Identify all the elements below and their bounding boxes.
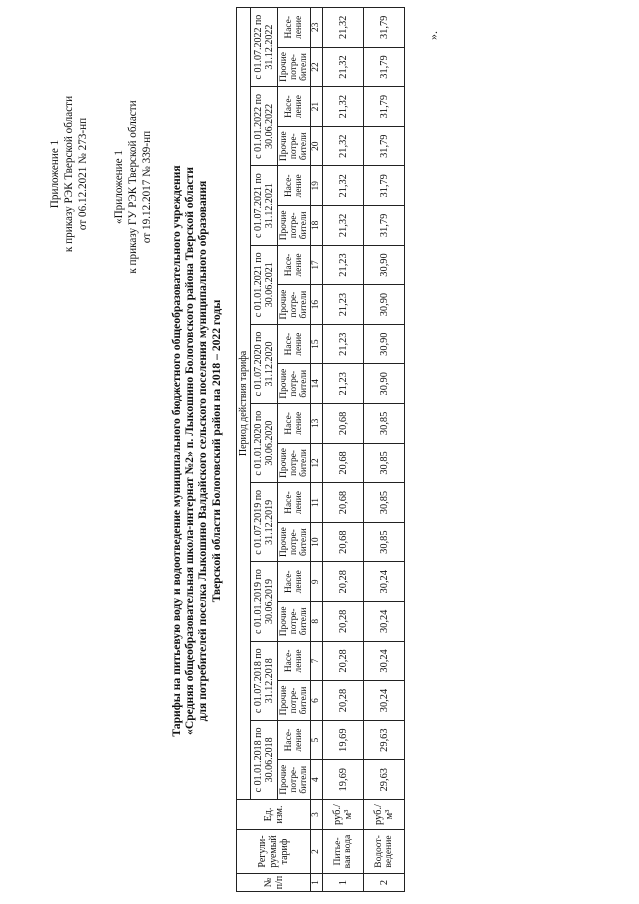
tariff-value-cell: 31,79 [364, 166, 405, 206]
period-cell: с 01.07.2019 по 31.12.2019 [251, 483, 278, 562]
tariff-value-cell: 30,85 [364, 443, 405, 483]
tariff-value-cell: 21,32 [323, 7, 364, 47]
period-cell: с 01.07.2020 по 31.12.2020 [251, 324, 278, 403]
tariff-value-cell: 30,85 [364, 404, 405, 444]
table-row [323, 7, 364, 891]
row-unit-cell: руб./м³ [323, 800, 364, 830]
column-number-cell: 16 [311, 285, 323, 325]
tariff-value-cell: 20,68 [323, 522, 364, 562]
tariff-value-cell: 21,32 [323, 47, 364, 87]
period-cell: с 01.01.2022 по 30.06.2022 [251, 87, 278, 166]
tariff-value-cell: 31,79 [364, 7, 405, 47]
column-number-cell: 5 [311, 720, 323, 760]
consumer-other-cell: Прочие потре- бители [278, 522, 311, 562]
header-line: Приложение 1 [49, 139, 61, 209]
header-line: «Приложение 1 [113, 149, 125, 225]
table-row [364, 7, 405, 891]
consumer-other-cell: Прочие потре- бители [278, 602, 311, 642]
column-number-cell: 6 [311, 681, 323, 721]
column-number-cell: 10 [311, 522, 323, 562]
tariff-value-cell: 30,24 [364, 641, 405, 681]
consumer-other-cell: Прочие потре- бители [278, 285, 311, 325]
tariff-value-cell: 29,63 [364, 760, 405, 800]
column-number-cell: 7 [311, 641, 323, 681]
tariff-value-cell: 30,24 [364, 602, 405, 642]
period-cell: с 01.01.2019 по 30.06.2019 [251, 562, 278, 641]
closing-quote-mark: ». [426, 31, 440, 40]
tariff-value-cell: 21,32 [323, 206, 364, 246]
consumer-population-cell: Насе- ление [278, 404, 311, 444]
consumer-other-cell: Прочие потре- бители [278, 760, 311, 800]
appendix-header-current [48, 84, 90, 264]
column-number-cell: 9 [311, 562, 323, 602]
consumer-population-cell: Насе- ление [278, 641, 311, 681]
column-number-cell: 11 [311, 483, 323, 523]
tariff-value-cell: 19,69 [323, 760, 364, 800]
tariff-data-body [323, 7, 405, 891]
title-line: для потребителей поселка Лыкошино Валдайского сельского поселения муниципального образования [196, 180, 210, 722]
consumer-population-cell: Насе- ление [278, 720, 311, 760]
consumer-population-cell: Насе- ление [278, 166, 311, 206]
column-number-cell: 21 [311, 87, 323, 127]
consumer-row [278, 7, 311, 891]
tariff-value-cell: 29,63 [364, 720, 405, 760]
col-header-tariff: Регули- руемый тариф [237, 830, 311, 874]
column-number-cell: 20 [311, 126, 323, 166]
tariff-value-cell: 31,79 [364, 47, 405, 87]
tariff-value-cell: 30,85 [364, 522, 405, 562]
col-header-unit: Ед. изм. [237, 800, 311, 830]
column-number-cell: 8 [311, 602, 323, 642]
header-line: от 19.12.2017 № 339-нп [141, 130, 153, 244]
tariff-value-cell: 30,90 [364, 285, 405, 325]
period-header: Период действия тарифа [237, 7, 251, 799]
consumer-population-cell: Насе- ление [278, 562, 311, 602]
header-line: к приказу ГУ РЭК Тверской области [127, 100, 139, 274]
period-row [251, 7, 278, 891]
column-number-cell: 18 [311, 206, 323, 246]
tariff-value-cell: 30,90 [364, 364, 405, 404]
consumer-other-cell: Прочие потре- бители [278, 206, 311, 246]
tariff-value-cell: 20,28 [323, 641, 364, 681]
column-number-cell: 2 [311, 830, 323, 874]
consumer-other-cell: Прочие потре- бители [278, 681, 311, 721]
row-tariff-name-cell: Водоот- ведение [364, 830, 405, 874]
tariff-value-cell: 20,68 [323, 443, 364, 483]
column-number-cell: 19 [311, 166, 323, 206]
document-title [170, 106, 223, 796]
period-cell: с 01.01.2021 по 30.06.2021 [251, 245, 278, 324]
appendix-header-original [112, 92, 154, 282]
column-number-cell: 15 [311, 324, 323, 364]
column-number-cell: 14 [311, 364, 323, 404]
consumer-other-cell: Прочие потре- бители [278, 47, 311, 87]
period-cell: с 01.01.2018 по 30.06.2018 [251, 720, 278, 799]
tariff-value-cell: 21,32 [323, 166, 364, 206]
tariff-value-cell: 30,90 [364, 324, 405, 364]
tariff-value-cell: 21,23 [323, 245, 364, 285]
consumer-population-cell: Насе- ление [278, 324, 311, 364]
row-number-cell: 2 [364, 874, 405, 892]
tariff-value-cell: 20,68 [323, 483, 364, 523]
column-number-cell: 1 [311, 874, 323, 892]
tariff-value-cell: 30,24 [364, 681, 405, 721]
column-number-row [311, 7, 323, 891]
tariff-value-cell: 20,28 [323, 562, 364, 602]
row-number-cell: 1 [323, 874, 364, 892]
tariff-value-cell: 30,85 [364, 483, 405, 523]
tariff-value-cell: 20,28 [323, 602, 364, 642]
tariff-value-cell: 21,23 [323, 364, 364, 404]
tariff-value-cell: 31,79 [364, 87, 405, 127]
column-number-cell: 13 [311, 404, 323, 444]
tariff-value-cell: 30,24 [364, 562, 405, 602]
tariff-value-cell: 21,23 [323, 324, 364, 364]
period-cell: с 01.07.2022 по 31.12.2022 [251, 7, 278, 86]
tariff-value-cell: 20,28 [323, 681, 364, 721]
tariff-value-cell: 30,90 [364, 245, 405, 285]
column-number-cell: 23 [311, 7, 323, 47]
tariff-value-cell: 31,79 [364, 206, 405, 246]
period-cell: с 01.07.2018 по 31.12.2018 [251, 641, 278, 720]
table-header-row [237, 7, 251, 891]
tariff-value-cell: 31,79 [364, 126, 405, 166]
header-line: от 06.12.2021 № 273-нп [77, 117, 89, 231]
period-cell: с 01.07.2021 по 31.12.2021 [251, 166, 278, 245]
row-unit-cell: руб./м³ [364, 800, 405, 830]
column-number-cell: 17 [311, 245, 323, 285]
row-tariff-name-cell: Питье- вая вода [323, 830, 364, 874]
consumer-population-cell: Насе- ление [278, 245, 311, 285]
consumer-other-cell: Прочие потре- бители [278, 364, 311, 404]
col-header-num: № п/п [237, 874, 311, 892]
tariff-value-cell: 19,69 [323, 720, 364, 760]
tariff-value-cell: 21,32 [323, 126, 364, 166]
column-number-cell: 22 [311, 47, 323, 87]
header-line: к приказу РЭК Тверской области [63, 95, 75, 253]
title-line: Тарифы на питьевую воду и водоотведение муниципального бюджетного общеобразовательного учреждения [170, 165, 183, 737]
tariff-table [236, 7, 405, 892]
column-number-cell: 3 [311, 800, 323, 830]
tariff-value-cell: 21,32 [323, 87, 364, 127]
consumer-other-cell: Прочие потре- бители [278, 443, 311, 483]
column-number-cell: 4 [311, 760, 323, 800]
consumer-other-cell: Прочие потре- бители [278, 126, 311, 166]
tariff-value-cell: 20,68 [323, 404, 364, 444]
consumer-population-cell: Насе- ление [278, 483, 311, 523]
title-line: Тверской области Бологовский район на 2018 – 2022 годы [209, 299, 223, 603]
consumer-population-cell: Насе- ление [278, 7, 311, 47]
consumer-population-cell: Насе- ление [278, 87, 311, 127]
tariff-value-cell: 21,23 [323, 285, 364, 325]
title-line: «Средняя общеобразовательная школа-интернат №2» п. Лыкошино Бологовского района Тверской области [183, 167, 197, 735]
column-number-cell: 12 [311, 443, 323, 483]
period-cell: с 01.01.2020 по 30.06.2020 [251, 404, 278, 483]
